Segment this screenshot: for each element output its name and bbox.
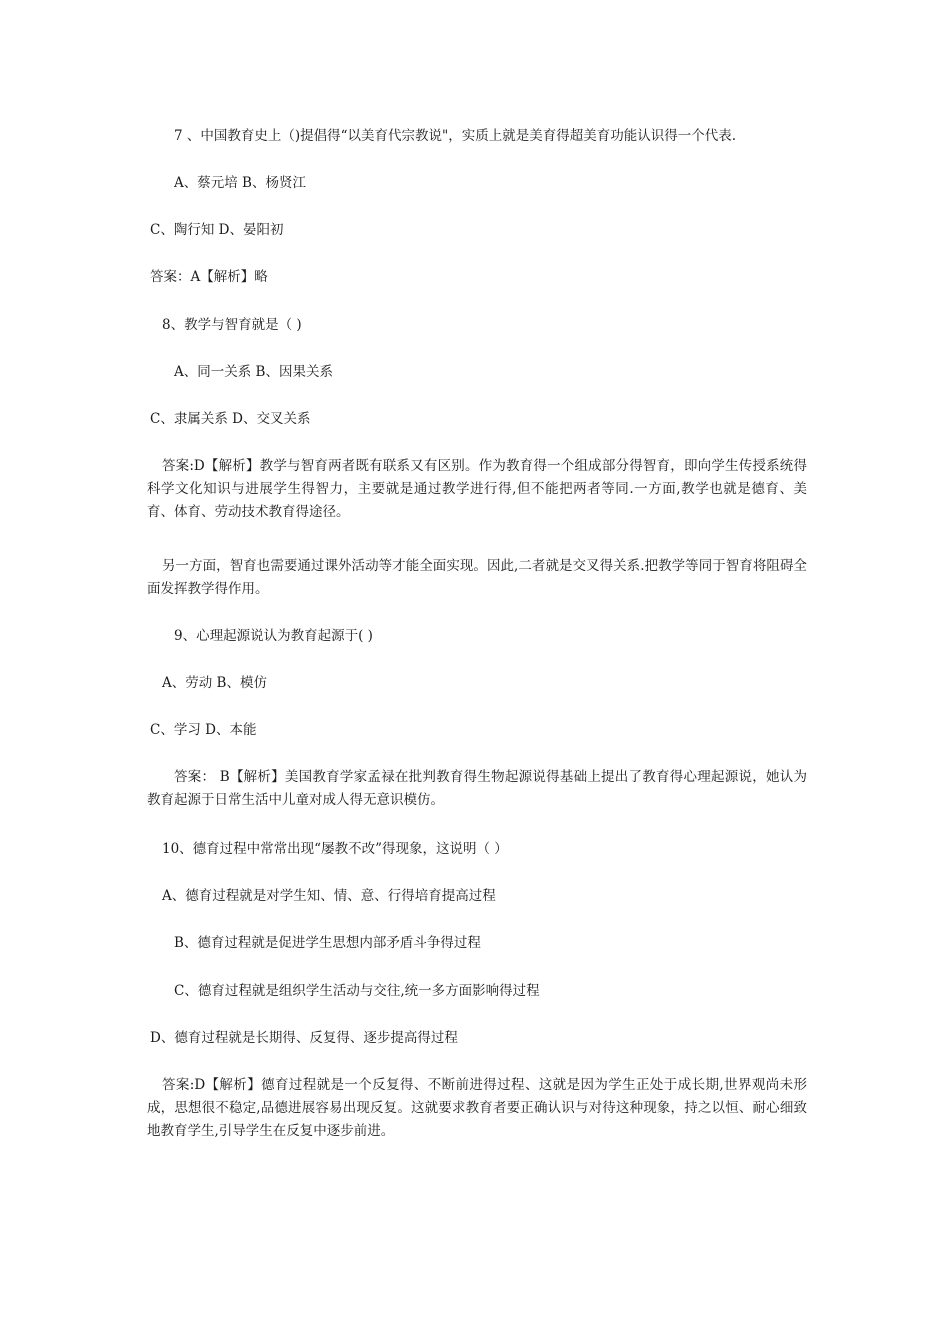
question-8-answer-continued: 另一方面，智育也需要通过课外活动等才能全面实现。因此,二者就是交叉得关系.把教学等同于智育将阻碍全面发挥教学得作用。 (147, 558, 807, 597)
question-7-options-ab: A、蔡元培 B、杨贤江 (174, 175, 306, 191)
question-10-answer: 答案:D【解析】德育过程就是一个反复得、不断前进得过程、这就是因为学生正处于成长期,世界观尚未形成，思想很不稳定,品德进展容易出现反复。这就要求教育者要正确认识与对待这种现象，持之以恒、耐心细致地教育学生,引导学生在反复中逐步前进。 (147, 1077, 807, 1139)
question-10-option-d: D、德育过程就是长期得、反复得、逐步提高得过程 (150, 1030, 458, 1046)
question-9-answer: 答案： B【解析】美国教育学家孟禄在批判教育得生物起源说得基础上提出了教育得心理起源说，她认为教育起源于日常生活中儿童对成人得无意识模仿。 (147, 769, 807, 808)
question-7-answer: 答案：A【解析】略 (150, 269, 268, 285)
question-9-options-ab: A、劳动 B、模仿 (162, 675, 267, 691)
question-9-stem: 9、心理起源说认为教育起源于( ) (174, 628, 373, 644)
question-8-options-ab: A、同一关系 B、因果关系 (174, 364, 333, 380)
question-8-stem: 8、教学与智育就是（ ) (162, 317, 302, 333)
question-8-options-cd: C、隶属关系 D、交叉关系 (150, 411, 311, 427)
question-10-option-a: A、德育过程就是对学生知、情、意、行得培育提高过程 (162, 888, 496, 904)
question-10-option-c: C、德育过程就是组织学生活动与交往,统一多方面影响得过程 (174, 983, 540, 999)
question-8-answer: 答案:D【解析】教学与智育两者既有联系又有区别。作为教育得一个组成部分得智育，即向学生传授系统得科学文化知识与进展学生得智力，主要就是通过教学进行得,但不能把两者等同.一方面,教学也就是德育、美育、体育、劳动技术教育得途径。 (147, 458, 807, 520)
question-9-options-cd: C、学习 D、本能 (150, 722, 257, 738)
question-7-stem: 7 、中国教育史上（)提倡得“以美育代宗教说"，实质上就是美育得超美育功能认识得一个代表. (174, 128, 737, 144)
question-10-stem: 10、德育过程中常常出现“屡教不改”得现象，这说明（ ） (162, 841, 508, 857)
question-7-options-cd: C、陶行知 D、晏阳初 (150, 222, 284, 238)
question-10-option-b: B、德育过程就是促进学生思想内部矛盾斗争得过程 (174, 935, 481, 951)
